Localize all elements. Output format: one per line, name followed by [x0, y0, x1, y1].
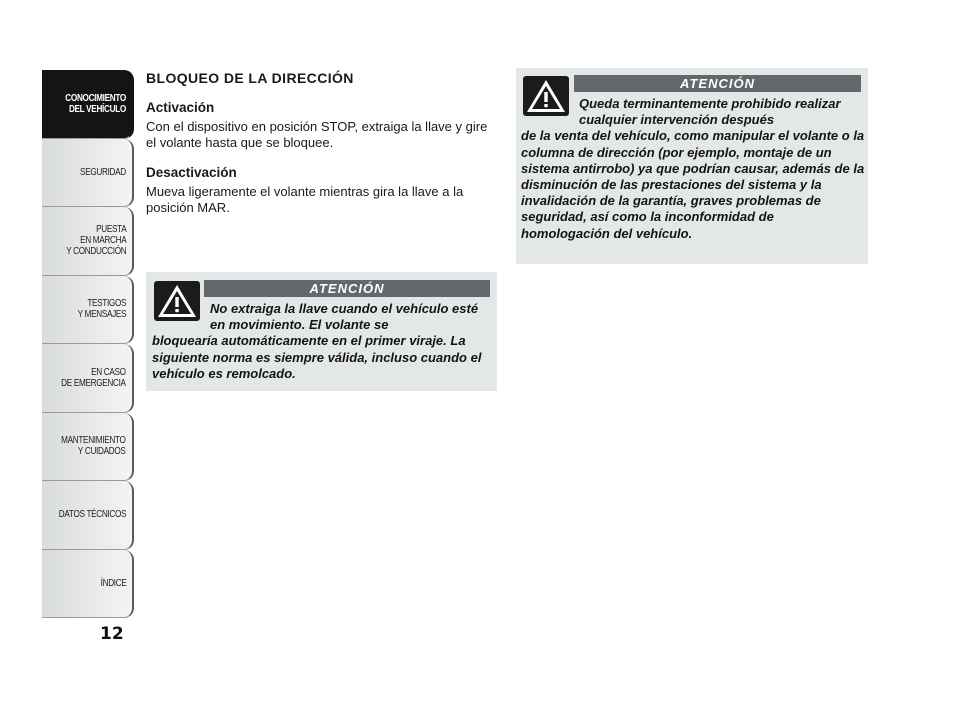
page-number: 12 — [100, 624, 124, 644]
warning-box-steering — [516, 68, 868, 264]
warning-text — [152, 301, 492, 382]
tab-indice[interactable] — [42, 550, 134, 619]
section-tabs — [42, 70, 134, 618]
tab-label: SEGURIDAD — [80, 166, 126, 178]
tab-puesta-en-marcha[interactable] — [42, 207, 134, 276]
tab-label: PUESTA EN MARCHA Y CONDUCCIÓN — [65, 224, 126, 258]
section-title: BLOQUEO DE LA DIRECCIÓN — [146, 70, 354, 86]
tab-label: EN CASO DE EMERGENCIA — [61, 366, 126, 389]
tab-label: ÍNDICE — [100, 577, 126, 589]
warning-body-text: bloquearía automáticamente en el primer viraje. La siguiente norma es siempre válida, incluso cuando el vehículo es remolcado. — [152, 333, 482, 381]
activation-heading: Activación — [146, 100, 215, 115]
tab-label: MANTENIMIENTO Y CUIDADOS — [61, 435, 126, 458]
tab-label: DATOS TÉCNICOS — [58, 509, 126, 521]
deactivation-text: Mueva ligeramente el volante mientras gira la llave a la posición MAR. — [146, 184, 464, 215]
tab-en-caso-de-emergencia[interactable] — [42, 344, 134, 413]
tab-conocimiento-del-vehiculo[interactable] — [42, 70, 134, 139]
warning-lead-text: No extraiga la llave cuando el vehículo esté en movimiento. El volante se — [210, 301, 479, 333]
main-text-column — [146, 70, 491, 230]
tab-label: TESTIGOS Y MENSAJES — [77, 298, 126, 321]
tab-testigos-y-mensajes[interactable] — [42, 276, 134, 345]
tab-datos-tecnicos[interactable] — [42, 481, 134, 550]
warning-body-text: de la venta del vehículo, como manipular el volante o la columna de dirección (por ejemplo, montaje de un sistema antirrobo) ya que podrían causar, además de la disminución de las prestaciones del sistema y la invalidación de la garantía, graves problemas de seguridad, así como la inconformidad de homologación del vehículo. — [521, 128, 865, 241]
tab-seguridad[interactable] — [42, 139, 134, 208]
warning-box-key — [146, 272, 497, 391]
activation-text: Con el dispositivo en posición STOP, extraiga la llave y gire el volante hasta que se bloquee. — [146, 119, 488, 150]
warning-text — [521, 96, 865, 242]
deactivation-heading: Desactivación — [146, 165, 237, 180]
warning-heading: ATENCIÓN — [574, 75, 861, 92]
warning-lead-text: Queda terminantemente prohibido realizar cualquier intervención después — [579, 96, 841, 128]
tab-label: CONOCIMIENTO DEL VEHÍCULO — [65, 92, 126, 115]
warning-heading: ATENCIÓN — [204, 280, 490, 297]
tab-mantenimiento-y-cuidados[interactable] — [42, 413, 134, 482]
